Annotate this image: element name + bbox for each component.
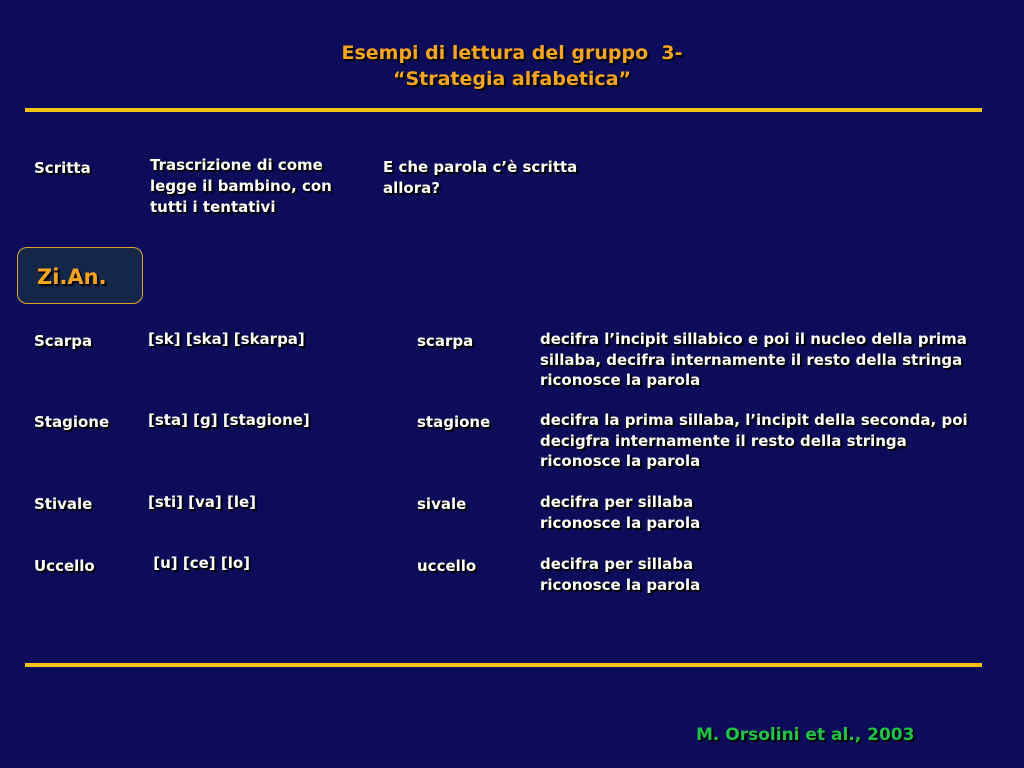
row-description [540, 329, 1024, 391]
header-trascrizione: Trascrizione di come legge il bambino, con tutti i tentativi [150, 156, 332, 216]
row-description [540, 410, 1024, 472]
bottom-divider [25, 663, 982, 667]
citation: M. Orsolini et al., 2003 [696, 725, 915, 745]
row-word: Scarpa [34, 332, 93, 350]
title-line-2: “Strategia alfabetica” [392, 68, 632, 90]
row-reading: stagione [417, 413, 491, 431]
row-description [540, 492, 1024, 533]
row-description [540, 554, 1024, 595]
row-word: Stagione [34, 413, 110, 431]
row-reading: uccello [417, 557, 477, 575]
subject-label: Zi.An. [37, 265, 107, 289]
description-line: riconosce la parola [540, 452, 701, 470]
header-parola: E che parola c’è scritta allora? [383, 158, 578, 197]
description-line: decifra per sillaba [540, 555, 694, 573]
header-scritta: Scritta [34, 159, 91, 177]
subject-badge [17, 247, 143, 304]
description-line: riconosce la parola [540, 513, 701, 532]
description-line: riconosce la parola [540, 371, 701, 389]
top-divider [25, 108, 982, 112]
row-transcription: [sti] [va] [le] [148, 493, 257, 511]
row-transcription: [sk] [ska] [skarpa] [148, 330, 305, 348]
title-line-1: Esempi di lettura del gruppo 3- [341, 42, 683, 64]
description-line: decifra l’incipit sillabico e poi il nucleo della prima [540, 330, 967, 348]
description-line: decifra la prima sillaba, l’incipit della seconda, poi [540, 411, 968, 429]
description-line: riconosce la parola [540, 575, 701, 594]
row-reading: scarpa [417, 332, 474, 350]
row-transcription: [u] [ce] [lo] [148, 554, 250, 572]
slide-title [0, 40, 1024, 92]
row-word: Stivale [34, 495, 93, 513]
row-word: Uccello [34, 557, 95, 575]
description-line: sillaba, decifra internamente il resto della stringa [540, 350, 963, 369]
row-transcription: [sta] [g] [stagione] [148, 411, 310, 429]
row-reading: sivale [417, 495, 467, 513]
description-line: decifra per sillaba [540, 493, 694, 511]
description-line: decigfra internamente il resto della stringa [540, 431, 907, 450]
